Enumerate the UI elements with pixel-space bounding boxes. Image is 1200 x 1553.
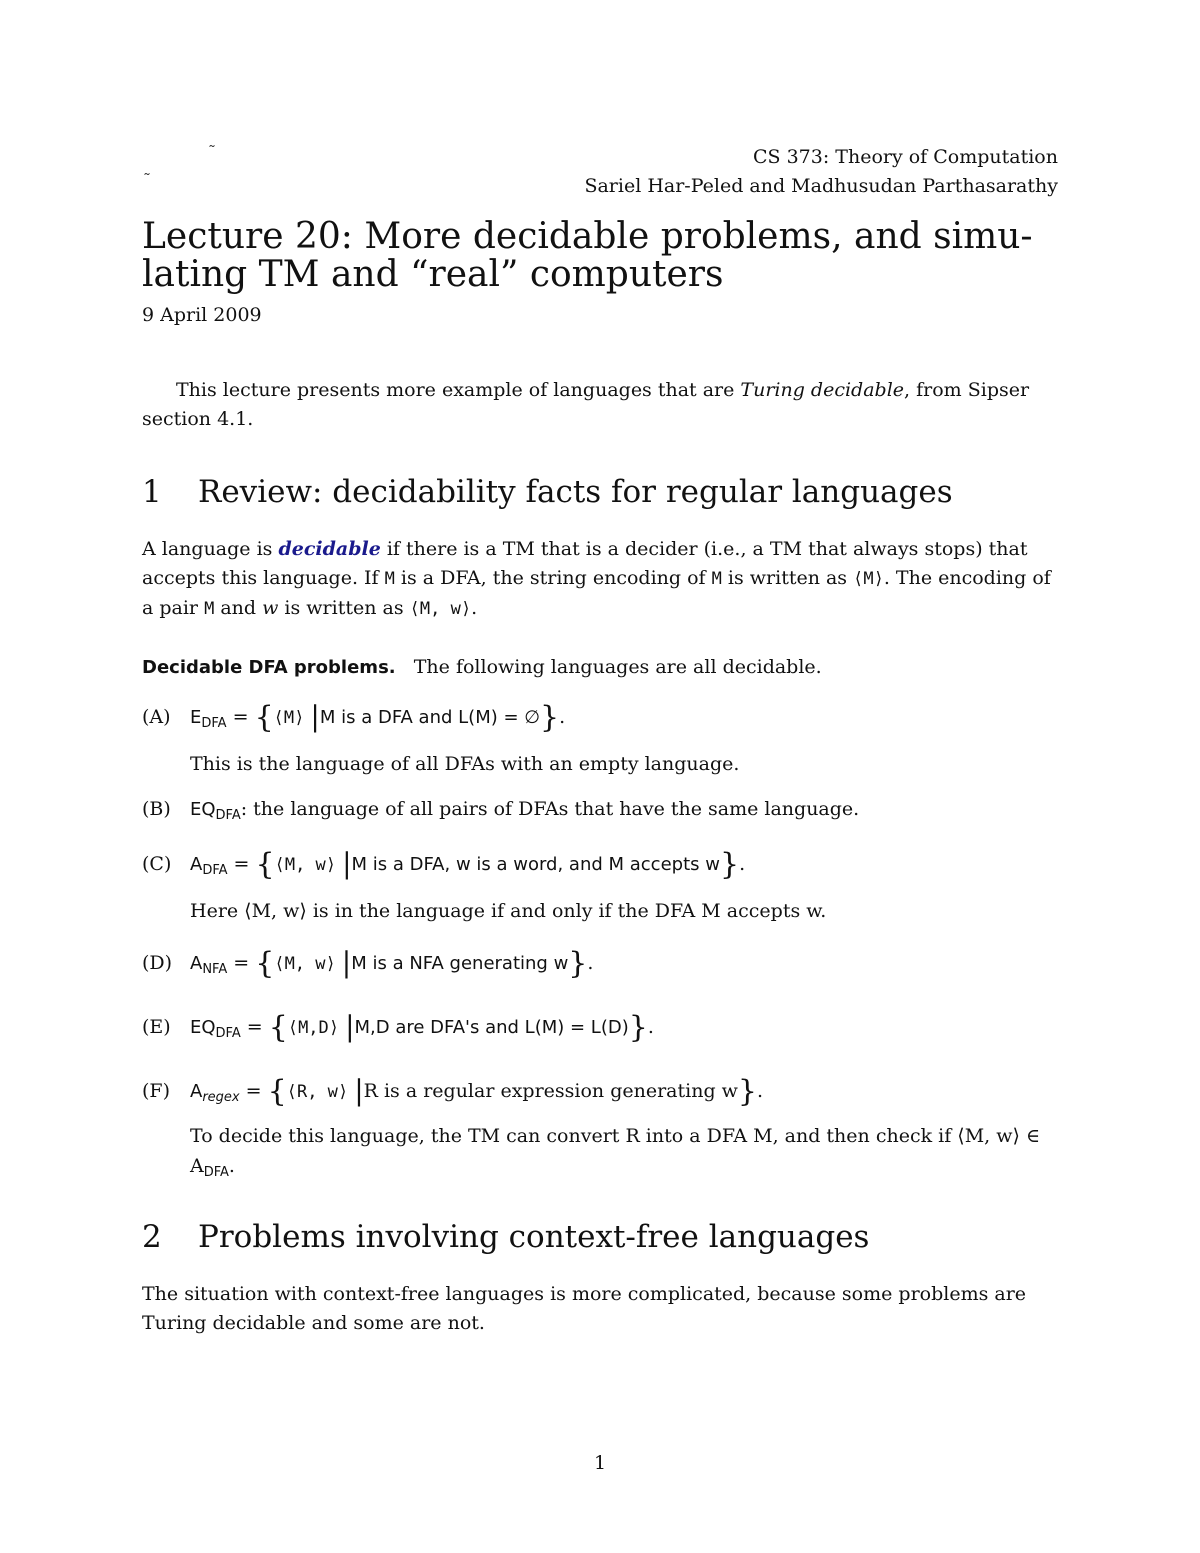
list-item-f: (F) $A_{regex}$ = {⟨R, w⟩ |R is a regular expression generating w}. — [142, 1074, 764, 1109]
list-item-f-note: To decide this language, the TM can convert R into a DFA M, and then check if ⟨M, w⟩ ∈ $A_{DFA}$. — [190, 1125, 1041, 1180]
list-item-e: (E) $EQ_{DFA}$ = {⟨M,D⟩ |M,D are DFA's and L(M) = L(D)}. — [142, 1010, 654, 1045]
dfa-problems-heading: Decidable DFA problems. — [142, 657, 396, 678]
section-2-paragraph: The situation with context-free languages is more complicated, because some problems are Turing decidable and some are not. — [142, 1283, 1027, 1334]
list-item-c: (C) $A_{DFA}$ = {⟨M, w⟩ |M is a DFA, w is a word, and M accepts w}. — [142, 847, 746, 882]
intro-paragraph: This lecture presents more example of languages that are Turing decidable, from Sipser section 4.1. — [142, 379, 1030, 430]
section-1-paragraph: A language is decidable if there is a TM that is a decider (i.e., a TM that always stops) that accepts this language. If M is a DFA, the string encoding of M is written as ⟨M⟩. The encoding of a pair M and w is written as ⟨M, w⟩. — [142, 538, 1051, 619]
list-item-c-note: Here ⟨M, w⟩ is in the language if and only if the DFA M accepts w. — [190, 900, 827, 922]
lecture-title: Lecture 20: More decidable problems, and simu- lating TM and “real” computers — [142, 216, 1033, 295]
section-1-heading: 1 Review: decidability facts for regular languages — [142, 474, 953, 510]
authors: Sariel Har-Peled and Madhusudan Parthasarathy — [584, 175, 1058, 197]
course-title: CS 373: Theory of Computation — [752, 146, 1058, 168]
lecture-date: 9 April 2009 — [142, 304, 262, 326]
list-item-d: (D) $A_{NFA}$ = {⟨M, w⟩ |M is a NFA generating w}. — [142, 946, 594, 981]
decidable-definition: decidable — [278, 538, 381, 560]
section-2-heading: 2 Problems involving context-free languages — [142, 1219, 870, 1255]
header-mark: ˜ — [143, 170, 151, 189]
list-item-a: (A) $E_{DFA}$ = {⟨M⟩ |M is a DFA and L(M) = ∅}. — [142, 700, 566, 735]
list-item-b: (B) $EQ_{DFA}$: the language of all pairs of DFAs that have the same language. — [142, 798, 860, 823]
list-item-a-note: This is the language of all DFAs with an empty language. — [190, 753, 740, 775]
page-number: 1 — [593, 1452, 607, 1474]
dfa-problems-paragraph: Decidable DFA problems. The following languages are all decidable. — [142, 656, 822, 678]
turing-decidable-term: Turing decidable — [740, 379, 905, 401]
header-mark: ˜ — [208, 142, 216, 161]
